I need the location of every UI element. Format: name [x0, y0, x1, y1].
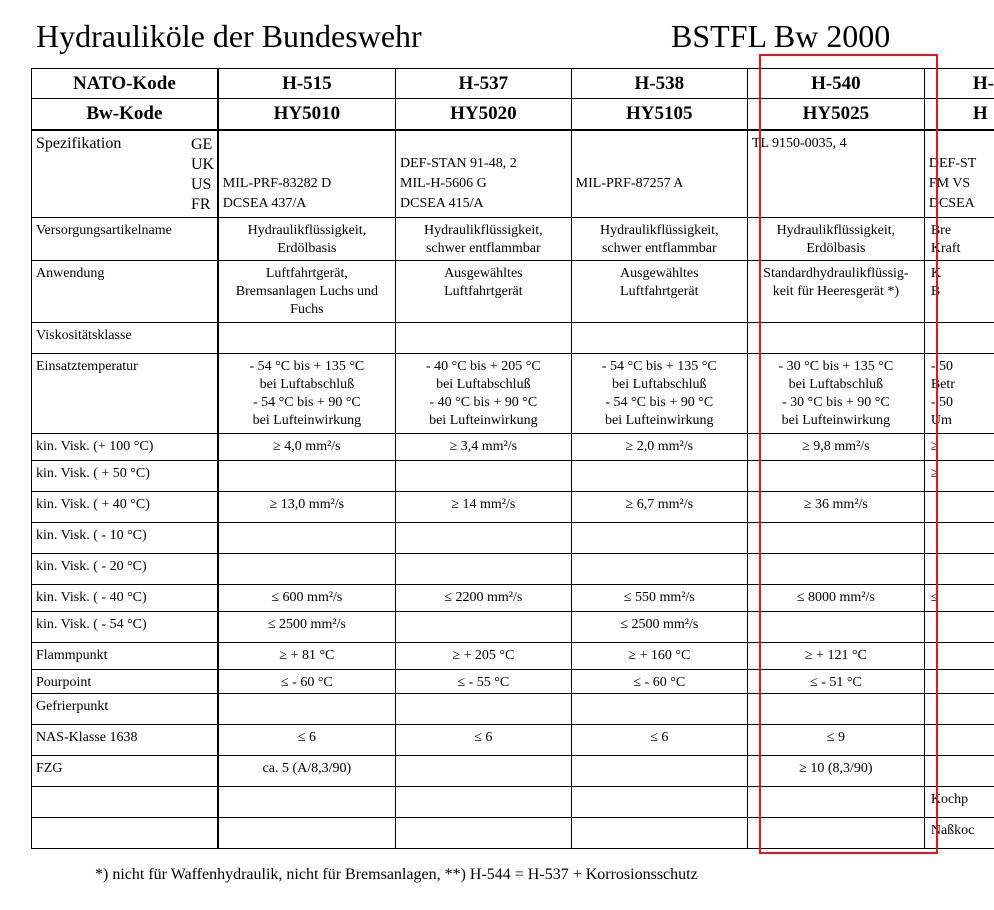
spec-row: [32, 130, 994, 218]
spec-label-cell: [32, 130, 218, 218]
table-cell: [396, 434, 572, 461]
table-cell: [396, 694, 572, 725]
cell-line: - 30 °C bis + 90 °C: [781, 395, 890, 410]
cell-line: Erdölbasis: [277, 241, 337, 256]
cell-line: bei Luftabschluß: [259, 377, 355, 392]
nato-code-row: [32, 69, 994, 99]
country-code: GE: [191, 135, 213, 153]
cell-line: ≥ + 81 °C: [279, 648, 335, 663]
nato-code-cell: H-540: [747, 69, 924, 99]
table-cell: [396, 218, 572, 261]
cell-line: bei Lufteinwirkung: [252, 413, 362, 428]
table-cell: [218, 612, 396, 643]
table-cell: [747, 461, 924, 492]
spec-line: DEF-STAN 91-48, 2: [400, 155, 517, 171]
table-cell: [218, 725, 396, 756]
cell-line: bei Luftabschluß: [436, 377, 531, 392]
row-label: FZG: [32, 756, 218, 787]
table-cell: [571, 585, 747, 612]
table-cell: [924, 261, 994, 323]
cell-line: ≥ 4,0 mm²/s: [273, 439, 341, 454]
table-cell: [571, 818, 747, 849]
cell-line: Fuchs: [290, 302, 324, 317]
table-cell: [396, 818, 572, 849]
table-cell: [571, 354, 747, 434]
cell-line: Luftfahrtgerät,: [265, 266, 348, 281]
cell-line: bei Lufteinwirkung: [781, 413, 891, 428]
cell-line: ≤ 2500 mm²/s: [620, 617, 699, 632]
country-code: UK: [191, 155, 215, 173]
table-row: [32, 523, 994, 554]
cell-line: ≥ 36 mm²/s: [803, 497, 868, 512]
cell-line: - 40 °C bis + 205 °C: [425, 359, 541, 374]
row-label: Einsatztemperatur: [32, 354, 218, 434]
table-cell: [747, 725, 924, 756]
cell-line: Ausgewähltes: [620, 266, 699, 281]
table-cell: [747, 612, 924, 643]
spec-line: [752, 175, 920, 195]
table-cell: [218, 818, 396, 849]
row-label: kin. Visk. ( - 40 °C): [32, 585, 218, 612]
cell-line: ≥ + 160 °C: [628, 648, 691, 663]
nato-code-cell: H-: [924, 69, 994, 99]
table-cell: [924, 492, 994, 523]
table-cell: [924, 434, 994, 461]
table-row: [32, 585, 994, 612]
page-title: Hydrauliköle der Bundeswehr: [36, 18, 422, 54]
table-row: [32, 218, 994, 261]
table-cell: [924, 523, 994, 554]
spec-line: DCSEA: [928, 195, 975, 211]
spec-line: FM VS: [928, 175, 971, 191]
row-label: Viskositätsklasse: [32, 323, 218, 354]
spec-line: [576, 135, 743, 155]
spec-line: DEF-ST: [928, 155, 977, 171]
cell-line: ≤ 8000 mm²/s: [796, 590, 875, 605]
cell-line: ≤ - 51 °C: [809, 675, 862, 690]
spec-line: TL 9150-0035, 4: [751, 135, 847, 151]
spec-cell: [571, 130, 747, 218]
table-cell: [571, 725, 747, 756]
cell-line: bei Luftabschluß: [612, 377, 707, 392]
cell-line: Erdölbasis: [806, 241, 866, 256]
table-cell: [747, 218, 924, 261]
spec-cell: [218, 130, 396, 218]
table-cell: [396, 492, 572, 523]
table-row: [32, 354, 994, 434]
cell-line: ≥ + 205 °C: [452, 648, 515, 663]
table-cell: [218, 787, 396, 818]
cell-line: Ausgewähltes: [444, 266, 523, 281]
bw-code-cell: HY5025: [747, 99, 924, 130]
table-cell: [396, 323, 572, 354]
cell-line: ≥ 9,8 mm²/s: [802, 439, 870, 454]
cell-line: Betr: [930, 377, 955, 392]
table-cell: [571, 434, 747, 461]
row-label: Flammpunkt: [32, 643, 218, 670]
cell-line: ≥ 10 (8,3/90): [799, 761, 873, 776]
table-cell: [924, 670, 994, 694]
spec-line: [400, 135, 567, 155]
table-cell: [924, 725, 994, 756]
cell-line: ≤ 6: [297, 730, 316, 745]
table-cell: [747, 323, 924, 354]
row-label: kin. Visk. ( - 10 °C): [32, 523, 218, 554]
table-row: [32, 554, 994, 585]
table-cell: [571, 554, 747, 585]
cell-line: - 30 °C bis + 135 °C: [778, 359, 894, 374]
table-cell: [747, 787, 924, 818]
table-cell: [218, 261, 396, 323]
table-cell: [571, 756, 747, 787]
cell-line: bei Lufteinwirkung: [429, 413, 538, 428]
row-label: Anwendung: [32, 261, 218, 323]
row-label: kin. Visk. ( + 40 °C): [32, 492, 218, 523]
table-cell: [218, 354, 396, 434]
table-row: [32, 434, 994, 461]
table-cell: [571, 461, 747, 492]
table-cell: [218, 323, 396, 354]
spec-line: [576, 155, 743, 175]
table-cell: [571, 261, 747, 323]
cell-line: ≤ 6: [650, 730, 669, 745]
cell-line: bei Luftabschluß: [788, 377, 884, 392]
cell-line: ca. 5 (A/8,3/90): [262, 761, 352, 776]
cell-line: keit für Heeresgerät *): [772, 284, 900, 299]
table-cell: [747, 643, 924, 670]
table-cell: [396, 585, 572, 612]
cell-line: B: [930, 284, 941, 299]
cell-line: Hydraulikflüssigkeit,: [599, 223, 719, 238]
row-label: kin. Visk. ( - 54 °C): [32, 612, 218, 643]
table-row: [32, 670, 994, 694]
country-codes: [191, 135, 214, 215]
table-cell: [218, 492, 396, 523]
table-row: [32, 694, 994, 725]
table-cell: [571, 670, 747, 694]
cell-line: Bremsanlagen Luchs und: [235, 284, 379, 299]
table-cell: [218, 756, 396, 787]
bw-code-cell: HY5010: [218, 99, 396, 130]
cell-line: ≥: [930, 466, 939, 481]
table-cell: [924, 694, 994, 725]
cell-line: Luftfahrtgerät: [444, 284, 523, 299]
table-cell: [396, 261, 572, 323]
bw-code-header-label: Bw-Kode: [32, 99, 218, 130]
spec-line: MIL-H-5606 G: [400, 175, 487, 191]
spec-line: MIL-PRF-83282 D: [222, 175, 332, 191]
cell-line: Kraft: [930, 241, 961, 256]
spec-line: [223, 135, 391, 155]
cell-line: ≤ - 60 °C: [280, 675, 333, 690]
table-cell: [396, 554, 572, 585]
cell-line: - 54 °C bis + 135 °C: [601, 359, 717, 374]
spec-label: Spezifikation: [36, 134, 122, 152]
table-cell: [571, 787, 747, 818]
spec-cell: [747, 130, 924, 218]
cell-line: ≤ - 60 °C: [633, 675, 686, 690]
nato-code-header-label: NATO-Kode: [32, 69, 218, 99]
table-cell: [924, 585, 994, 612]
table-cell: [571, 694, 747, 725]
table-cell: [396, 523, 572, 554]
table-cell: [396, 461, 572, 492]
table-cell: [747, 434, 924, 461]
country-code: FR: [191, 195, 211, 213]
table-cell: [924, 756, 994, 787]
spec-line: [223, 155, 391, 175]
spec-line: [752, 155, 920, 175]
row-label: Versorgungsartikelname: [32, 218, 218, 261]
row-label: kin. Visk. ( - 20 °C): [32, 554, 218, 585]
table-row: [32, 612, 994, 643]
cell-line: schwer entflammbar: [601, 241, 717, 256]
row-label: kin. Visk. (+ 100 °C): [32, 434, 218, 461]
table-cell: [396, 643, 572, 670]
row-label: [32, 818, 218, 849]
table-cell: [924, 818, 994, 849]
table-cell: [924, 354, 994, 434]
table-cell: [218, 218, 396, 261]
cell-line: Hydraulikflüssigkeit,: [424, 223, 543, 238]
table-row: [32, 818, 994, 849]
spec-line: [752, 195, 920, 215]
cell-line: - 40 °C bis + 90 °C: [429, 395, 538, 410]
table-cell: [747, 694, 924, 725]
table-cell: [218, 585, 396, 612]
table-cell: [924, 787, 994, 818]
cell-line: ≥ 14 mm²/s: [451, 497, 516, 512]
table-row: [32, 492, 994, 523]
table-cell: [396, 787, 572, 818]
table-cell: [747, 354, 924, 434]
table-cell: [747, 492, 924, 523]
hydraulic-oil-table: [31, 68, 994, 849]
table-cell: [747, 756, 924, 787]
cell-line: Hydraulikflüssigkeit,: [247, 223, 367, 238]
cell-line: Bre: [930, 223, 952, 238]
cell-line: ≥ 6,7 mm²/s: [625, 497, 694, 512]
table-cell: [924, 218, 994, 261]
document-code: BSTFL Bw 2000: [671, 18, 891, 54]
table-cell: [571, 643, 747, 670]
cell-line: ≥ 13,0 mm²/s: [269, 497, 345, 512]
table-cell: [571, 492, 747, 523]
cell-line: ≤ 6: [474, 730, 493, 745]
bw-code-cell: HY5020: [396, 99, 572, 130]
table-cell: [924, 643, 994, 670]
cell-line: ≤ 9: [826, 730, 845, 745]
cell-line: Hydraulikflüssigkeit,: [776, 223, 896, 238]
table-row: [32, 787, 994, 818]
row-label: NAS-Klasse 1638: [32, 725, 218, 756]
cell-line: Luftfahrtgerät: [620, 284, 699, 299]
table-cell: [747, 670, 924, 694]
cell-line: - 54 °C bis + 90 °C: [605, 395, 714, 410]
table-cell: [924, 323, 994, 354]
cell-line: ≥ + 121 °C: [804, 648, 867, 663]
table-cell: [747, 818, 924, 849]
spec-cell: [924, 130, 994, 218]
spec-line: [576, 195, 743, 215]
table-cell: [571, 323, 747, 354]
table-cell: [396, 354, 572, 434]
bw-code-row: [32, 99, 994, 130]
table-row: [32, 725, 994, 756]
table-row: [32, 323, 994, 354]
cell-line: bei Lufteinwirkung: [605, 413, 714, 428]
nato-code-cell: H-537: [396, 69, 572, 99]
table-cell: [396, 756, 572, 787]
table-cell: [396, 725, 572, 756]
table-cell: [218, 461, 396, 492]
table-row: [32, 261, 994, 323]
bw-code-cell: H: [924, 99, 994, 130]
table-cell: [747, 523, 924, 554]
cell-line: ≤ 600 mm²/s: [271, 590, 343, 605]
row-label: kin. Visk. ( + 50 °C): [32, 461, 218, 492]
cell-line: - 54 °C bis + 135 °C: [249, 359, 365, 374]
nato-code-cell: H-538: [571, 69, 747, 99]
cell-line: Kochp: [930, 792, 969, 807]
cell-line: ≤: [930, 590, 939, 605]
row-label: Gefrierpunkt: [32, 694, 218, 725]
row-label: [32, 787, 218, 818]
table-row: [32, 756, 994, 787]
spec-line: MIL-PRF-87257 A: [575, 175, 684, 191]
table-cell: [218, 523, 396, 554]
cell-line: - 50: [930, 395, 954, 410]
footnote: *) nicht für Waffenhydraulik, nicht für Bremsanlagen, **) H-544 = H-537 + Korrosionsschutz: [95, 866, 698, 883]
cell-line: - 54 °C bis + 90 °C: [252, 395, 361, 410]
table-cell: [396, 612, 572, 643]
cell-line: K: [930, 266, 941, 281]
cell-line: ≤ 2500 mm²/s: [267, 617, 346, 632]
table-cell: [571, 523, 747, 554]
table-cell: [218, 434, 396, 461]
table-cell: [218, 643, 396, 670]
cell-line: Um: [930, 413, 952, 428]
table-cell: [924, 461, 994, 492]
row-label: Pourpoint: [32, 670, 218, 694]
table-cell: [218, 694, 396, 725]
cell-line: ≤ 550 mm²/s: [623, 590, 695, 605]
table-cell: [924, 612, 994, 643]
bw-code-cell: HY5105: [571, 99, 747, 130]
table-cell: [571, 218, 747, 261]
cell-line: Standardhydraulikflüssig-: [763, 266, 909, 281]
spec-line: [929, 135, 990, 155]
spec-line: DCSEA 415/A: [400, 195, 484, 211]
table-cell: [218, 670, 396, 694]
cell-line: ≥: [930, 439, 939, 454]
cell-line: ≤ - 55 °C: [457, 675, 510, 690]
table-cell: [924, 554, 994, 585]
table-row: [32, 643, 994, 670]
cell-line: - 50: [930, 359, 954, 374]
cell-line: schwer entflammbar: [425, 241, 541, 256]
cell-line: ≤ 2200 mm²/s: [444, 590, 523, 605]
table-cell: [218, 554, 396, 585]
table-cell: [571, 612, 747, 643]
cell-line: ≥ 3,4 mm²/s: [449, 439, 518, 454]
table-row: [32, 461, 994, 492]
spec-cell: [396, 130, 572, 218]
table-cell: [396, 670, 572, 694]
nato-code-cell: H-515: [218, 69, 396, 99]
table-cell: [747, 585, 924, 612]
cell-line: ≥ 2,0 mm²/s: [625, 439, 694, 454]
cell-line: Naßkoc: [930, 823, 975, 838]
table-cell: [747, 261, 924, 323]
country-code: US: [191, 175, 212, 193]
table-cell: [747, 554, 924, 585]
spec-line: DCSEA 437/A: [222, 195, 307, 211]
